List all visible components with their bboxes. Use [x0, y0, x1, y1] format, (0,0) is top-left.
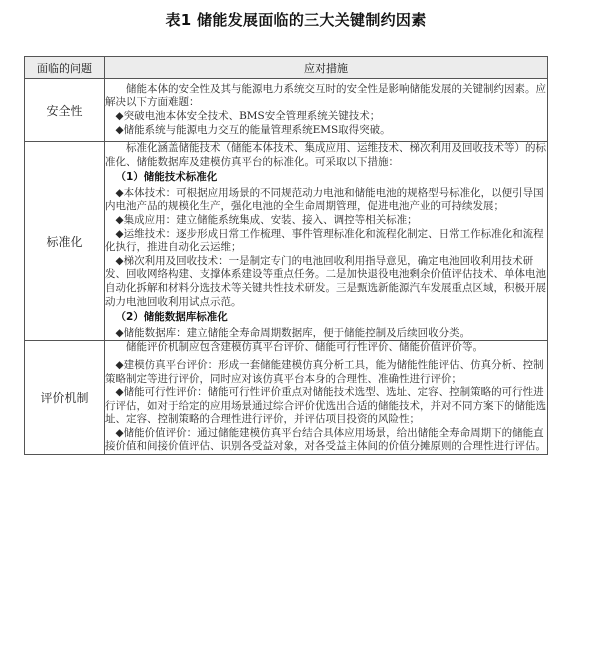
- paragraph: 储能评价机制应包含建模仿真平台评价、储能可行性评价、储能价值评价等。: [126, 341, 483, 354]
- header-measures: 应对措施: [105, 57, 548, 79]
- subheading: （2）储能数据库标准化: [115, 311, 228, 324]
- table-row: [25, 142, 548, 341]
- bullet-item: ◆储能价值评价：通过储能建模仿真平台结合具体应用场景，给出储能全寿命周期下的储能直接价值和间接价值评估、识别各受益对象，对各受益主体间的价值分摊原则的合理性进行评估。: [105, 426, 546, 453]
- table-title: 表1 储能发展面临的三大关键制约因素: [165, 11, 427, 29]
- bullet-item: ◆本体技术：可根据应用场景的不同规范动力电池和储能电池的规格型号标准化，以便引导国内电池产品的规模化生产，强化电池的全生命周期管理，促进电池产业的可持续发展；: [105, 186, 544, 213]
- row-content-safety: [105, 79, 548, 142]
- table-row: [25, 79, 548, 142]
- bullet-item: ◆储能数据库：建立储能全寿命周期数据库，便于储能控制及后续回收分类。: [115, 326, 471, 339]
- header-problem: 面临的问题: [25, 57, 105, 79]
- row-label-evaluation: 评价机制: [25, 341, 105, 455]
- paragraph: 储能本体的安全性及其与能源电力系统交互时的安全性是影响储能发展的关键制约因素。应解决以下方面难题：: [105, 82, 546, 109]
- bullet-item: ◆运维技术：逐步形成日常工作梳理、事件管理标准化和流程化制定、日常工作标准化和流程化执行，推进自动化云运维；: [105, 227, 544, 254]
- table-header-row: [25, 57, 548, 79]
- bullet-item: ◆建模仿真平台评价：形成一套储能建模仿真分析工具，能为储能性能评估、仿真分析、控制策略制定等进行评价，同时应对该仿真平台本身的合理性、准确性进行评价；: [105, 358, 544, 385]
- row-label-standardization: 标准化: [25, 142, 105, 341]
- bullet-item: ◆梯次利用及回收技术：一是制定专门的电池回收利用指导意见，确定电池回收利用技术研发、回收网络构建、支撑体系建设等重点任务。二是加快退役电池剩余价值评估技术、单体电池自动化拆解和材料分选技术等关键共性技术研发。三是甄选新能源汽车发展重点区域，积极开展动力电池回收利用试点示范。: [105, 254, 546, 308]
- row-content-standardization: [105, 142, 548, 341]
- paragraph: 标准化涵盖储能技术（储能本体技术、集成应用、运维技术、梯次利用及回收技术等）的标准化、储能数据库及建模仿真平台的标准化。可采取以下措施：: [105, 142, 546, 168]
- table-row: [25, 341, 548, 455]
- bullet-item: ◆突破电池本体安全技术、BMS安全管理系统关键技术；: [115, 110, 381, 122]
- row-content-evaluation: [105, 341, 548, 455]
- bullet-item: ◆储能可行性评价：储能可行性评价重点对储能技术选型、选址、定容、控制策略的可行性进行评估，如对于给定的应用场景通过综合评价优选出合适的储能技术，并对不同方案下的储能选址、定容、控制策略的合理性进行评价，并评估项目投资的风险性；: [105, 386, 546, 426]
- row-label-safety: 安全性: [25, 79, 105, 142]
- subheading: （1）储能技术标准化: [115, 171, 218, 184]
- bullet-item: ◆储能系统与能源电力交互的能量管理系统EMS取得突破。: [115, 123, 391, 136]
- constraints-table: [24, 56, 548, 455]
- bullet-item: ◆集成应用：建立储能系统集成、安装、接入、调控等相关标准；: [115, 213, 418, 226]
